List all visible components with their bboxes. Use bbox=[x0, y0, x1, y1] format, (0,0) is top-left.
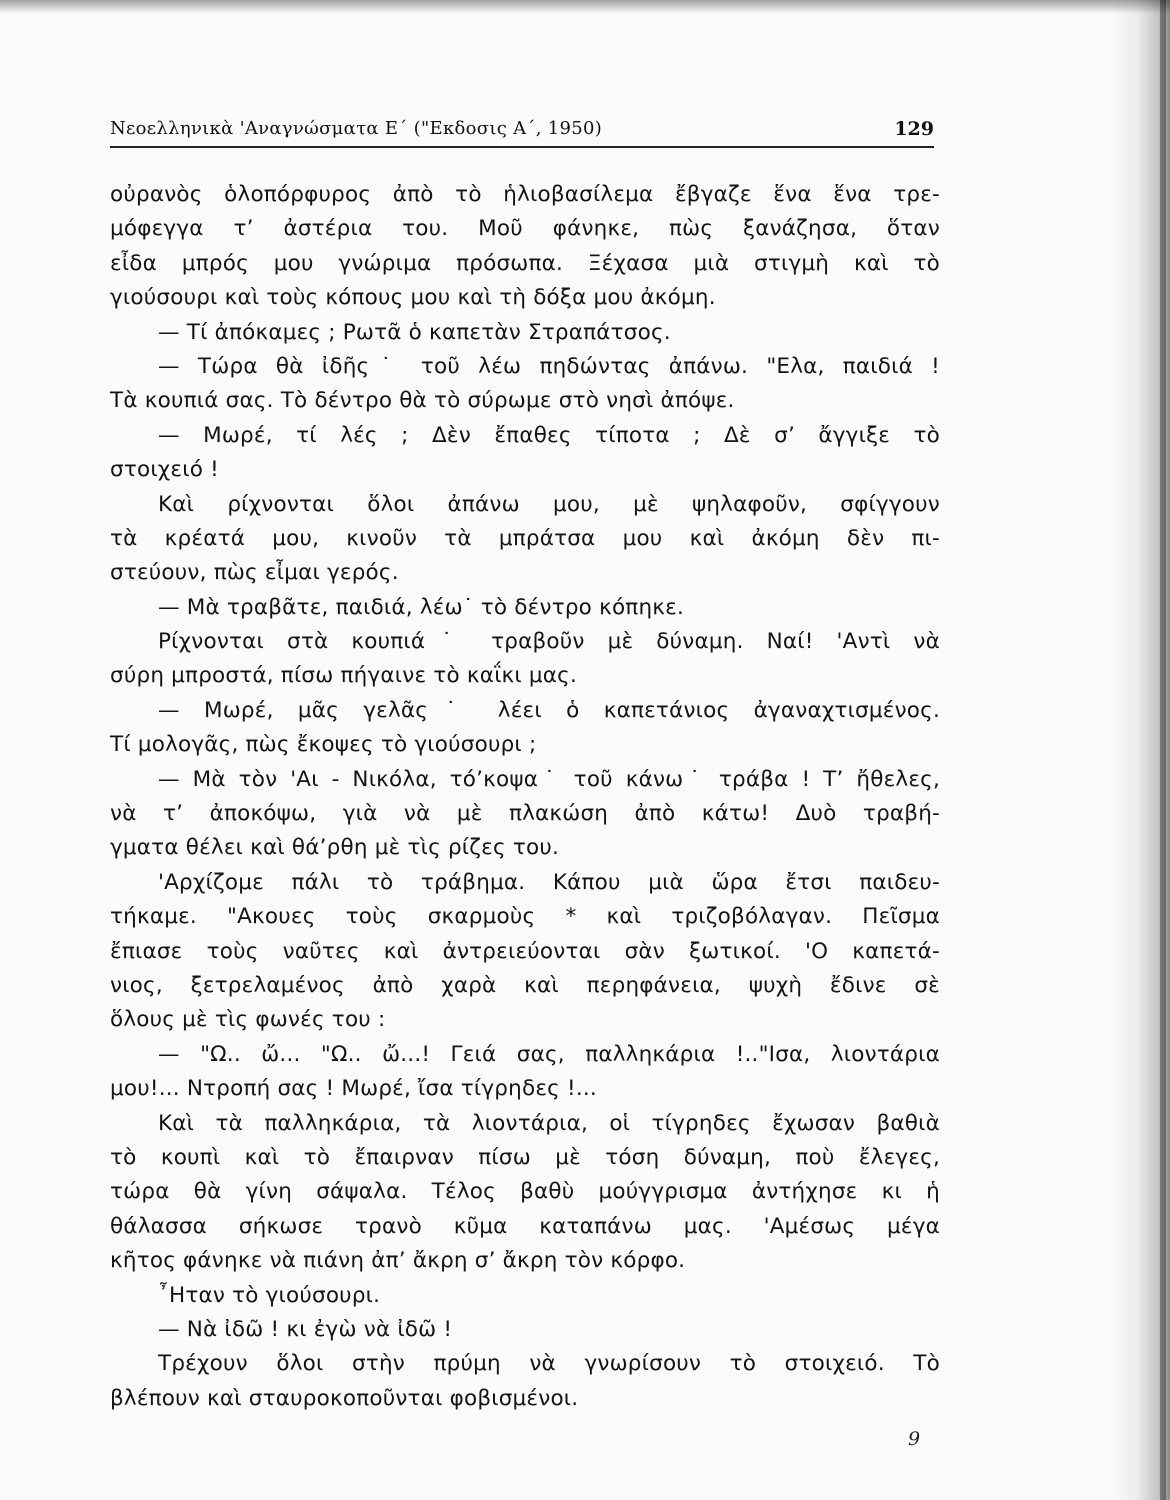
text-line: ἔπιασε τοὺς ναῦτες καὶ ἀντρειεύονται σὰν ξωτικοί. 'Ο καπετά- bbox=[110, 938, 940, 964]
text-line: στοιχειό ! bbox=[110, 457, 219, 483]
text-line: γματα θέλει καὶ θά’ρθη μὲ τὶς ρίζες του. bbox=[110, 835, 560, 861]
running-header-title: Νεοελληνικὰ 'Αναγνώσματα Ε΄ ("Εκδοσις Α΄, 1950) bbox=[110, 118, 603, 139]
text-line: — Νὰ ἰδῶ ! κι ἐγὼ νὰ ἰδῶ ! bbox=[158, 1316, 453, 1342]
text-line: — Τώρα θὰ ἰδῆς˙ τοῦ λέω πηδώντας ἀπάνω. "Ελα, παιδιά ! bbox=[158, 353, 940, 379]
text-line: ῏Ηταν τὸ γιούσουρι. bbox=[158, 1282, 381, 1308]
text-line: γιούσουρι καὶ τοὺς κόπους μου καὶ τὴ δόξα μου ἀκόμη. bbox=[110, 285, 716, 311]
text-line: — Μὰ τραβᾶτε, παιδιά, λέω˙ τὸ δέντρο κόπηκε. bbox=[158, 594, 684, 620]
text-line: τώρα θὰ γίνη σάψαλα. Τέλος βαθὺ μούγγρισμα ἀντήχησε κι ἡ bbox=[110, 1179, 940, 1205]
text-line: Καὶ τὰ παλληκάρια, τὰ λιοντάρια, οἱ τίγρηδες ἔχωσαν βαθιὰ bbox=[158, 1110, 940, 1136]
text-line: κῆτος φάνηκε νὰ πιάνη ἀπ’ ἄκρη σ’ ἄκρη τὸν κόρφο. bbox=[110, 1248, 686, 1274]
text-line: τήκαμε. "Ακουες τοὺς σκαρμοὺς * καὶ τριζοβόλαγαν. Πεῖσμα bbox=[110, 904, 940, 930]
text-line: — Τί ἀπόκαμες ; Ρωτᾶ ὁ καπετὰν Στραπάτσος. bbox=[158, 319, 671, 345]
text-line: τὰ κρέατά μου, κινοῦν τὰ μπράτσα μου καὶ ἀκόμη δὲν πι- bbox=[110, 525, 940, 551]
text-line: Τί μολογᾶς, πὼς ἔκοψες τὸ γιούσουρι ; bbox=[110, 732, 537, 758]
page-number: 129 bbox=[894, 118, 934, 140]
text-line: θάλασσα σήκωσε τρανὸ κῦμα καταπάνω μας. 'Αμέσως μέγα bbox=[110, 1213, 940, 1239]
text-line: οὐρανὸς ὁλοπόρφυρος ἀπὸ τὸ ἡλιοβασίλεμα ἔβγαζε ἕνα ἕνα τρε- bbox=[110, 182, 940, 207]
page-top-shadow bbox=[0, 0, 1170, 14]
text-line: εἶδα μπρός μου γνώριμα πρόσωπα. Ξέχασα μιὰ στιγμὴ καὶ τὸ bbox=[110, 250, 940, 276]
text-line: βλέπουν καὶ σταυροκοποῦνται φοβισμένοι. bbox=[110, 1385, 579, 1411]
text-line: Τρέχουν ὅλοι στὴν πρύμη νὰ γνωρίσουν τὸ στοιχειό. Τὸ bbox=[158, 1351, 940, 1377]
text-line: τὸ κουπὶ καὶ τὸ ἔπαιρναν πίσω μὲ τόση δύναμη, ποὺ ἔλεγες, bbox=[110, 1144, 940, 1170]
text-line: σύρη μπροστά, πίσω πήγαινε τὸ καΐκι μας. bbox=[110, 663, 578, 689]
text-line: — Μωρέ, τί λές ; Δὲν ἔπαθες τίποτα ; Δὲ σ’ ἄγγιξε τὸ bbox=[158, 422, 940, 448]
text-line: — Μὰ τὸν 'Αι - Νικόλα, τό’κοψα˙ τοῦ κάνω˙ τράβα ! Τ’ ἤθελες, bbox=[158, 766, 940, 792]
text-line: μόφεγγα τ’ ἀστέρια του. Μοῦ φάνηκε, πὼς ξανάζησα, ὅταν bbox=[110, 216, 940, 242]
text-line: — Μωρέ, μᾶς γελᾶς˙ λέει ὁ καπετάνιος ἀγαναχτισμένος. bbox=[158, 697, 940, 723]
text-line: μου!... Ντροπή σας ! Μωρέ, ἴσα τίγρηδες !... bbox=[110, 1076, 597, 1102]
text-line: Τὰ κουπιά σας. Τὸ δέντρο θὰ τὸ σύρωμε στὸ νησὶ ἀπόψε. bbox=[110, 388, 735, 414]
text-line: 'Αρχίζομε πάλι τὸ τράβημα. Κάπου μιὰ ὥρα ἔτσι παιδευ- bbox=[158, 869, 940, 895]
text-line: Καὶ ρίχνονται ὅλοι ἀπάνω μου, μὲ ψηλαφοῦν, σφίγγουν bbox=[158, 491, 940, 517]
text-line: νιος, ξετρελαμένος ἀπὸ χαρὰ καὶ περηφάνεια, ψυχὴ ἔδινε σὲ bbox=[110, 972, 940, 998]
text-line: νὰ τ’ ἀποκόψω, γιὰ νὰ μὲ πλακώση ἀπὸ κάτω! Δυὸ τραβή- bbox=[110, 801, 940, 827]
running-header bbox=[110, 118, 934, 148]
body-text bbox=[110, 178, 940, 1416]
text-line: στεύουν, πὼς εἶμαι γερός. bbox=[110, 560, 399, 586]
text-line: — "Ω.. ὤ... "Ω.. ὤ...! Γειά σας, παλληκάρια !.."Ισα, λιοντάρια bbox=[158, 1041, 940, 1067]
signature-mark: 9 bbox=[908, 1428, 921, 1450]
page-edge-strip bbox=[1160, 0, 1166, 1500]
text-line: Ρίχνονται στὰ κουπιά˙ τραβοῦν μὲ δύναμη. Ναί! 'Αντὶ νὰ bbox=[158, 629, 940, 655]
text-line: ὅλους μὲ τὶς φωνές του : bbox=[110, 1007, 386, 1033]
